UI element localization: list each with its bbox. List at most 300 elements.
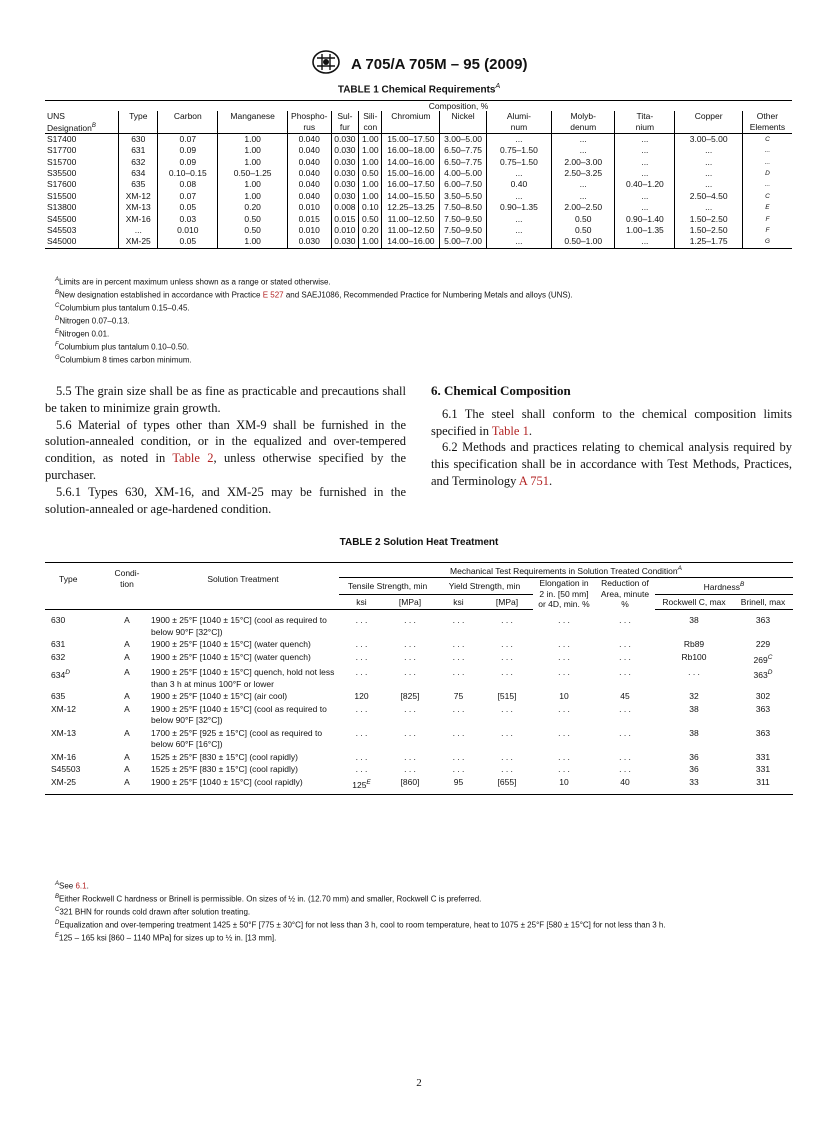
type-cell: XM-12 bbox=[51, 703, 77, 714]
table-cell: 0.10 bbox=[359, 202, 382, 213]
table-cell: 6.50–7.75 bbox=[440, 145, 486, 156]
table-row bbox=[45, 236, 792, 248]
table-cell: 0.040 bbox=[287, 191, 331, 202]
footnote: $^G$Columbium 8 times carbon minimum. bbox=[55, 355, 192, 366]
type-cell: 632 bbox=[51, 651, 66, 662]
table-cell: 0.030 bbox=[331, 191, 359, 202]
page-number: 2 bbox=[416, 1077, 422, 1089]
value-cell: . . . bbox=[688, 667, 700, 678]
table-cell: 0.40 bbox=[486, 179, 551, 190]
table-cell: 0.030 bbox=[287, 236, 331, 248]
table-cell: 0.75–1.50 bbox=[486, 157, 551, 168]
treatment-cell: 1525 ± 25°F [830 ± 15°C] (cool rapidly) bbox=[151, 751, 299, 762]
condition-cell: A bbox=[124, 651, 130, 662]
footnote: $^B$Either Rockwell C hardness or Brinell is permissible. On sizes of ½ in. (12.70 mm) and smaller, Rockwell C is preferred. bbox=[55, 894, 482, 904]
table-cell: S35500 bbox=[47, 168, 77, 179]
composition-label: Composition, % bbox=[359, 101, 675, 112]
value-cell: . . . bbox=[558, 614, 570, 625]
footnote: $^B$New designation established in accordance with Practice E 527 and SAEJ1086, Recommended Practice for Numbering Metals and alloys (UNS). bbox=[55, 290, 573, 300]
condition-cell: A bbox=[124, 727, 130, 738]
brinell-cell: 229 bbox=[755, 639, 771, 650]
table-cell: ... bbox=[742, 179, 792, 190]
table1-caption: TABLE 1 Chemical Requirements$^A$ bbox=[337, 83, 501, 96]
type-cell: $634^D$ bbox=[51, 669, 70, 680]
value-cell: . . . bbox=[558, 639, 570, 650]
value-cell: 45 bbox=[620, 691, 630, 702]
value-cell: 75 bbox=[453, 691, 464, 702]
table-cell: 3.00–5.00 bbox=[440, 133, 486, 145]
table-cell: 0.040 bbox=[287, 133, 331, 145]
value-cell: . . . bbox=[619, 667, 631, 678]
table-cell: 0.08 bbox=[158, 179, 218, 190]
table-cell: 0.010 bbox=[287, 225, 331, 236]
value-cell: 33 bbox=[655, 777, 733, 795]
table-row bbox=[45, 225, 792, 236]
table-row bbox=[45, 652, 793, 667]
para-5-5: 5.5 The grain size shall be as fine as practicable and precautions shall be taken to minimize grain growth. bbox=[45, 384, 406, 415]
table-cell: 1.00 bbox=[218, 145, 288, 156]
table-cell: 12.25–13.25 bbox=[382, 202, 440, 213]
table-cell: S13800 bbox=[47, 202, 77, 213]
document-header bbox=[0, 50, 838, 79]
table-cell: 0.008 bbox=[331, 202, 359, 213]
right-column-text bbox=[431, 383, 792, 490]
table-cell: 7.50–9.50 bbox=[440, 225, 486, 236]
table-cell: 0.040 bbox=[287, 168, 331, 179]
section-6-1-link[interactable]: 6.1 bbox=[75, 881, 87, 891]
table-cell: ... bbox=[675, 202, 742, 213]
table-cell: ... bbox=[552, 191, 615, 202]
table-cell: S45000 bbox=[45, 236, 119, 248]
value-cell: 38 bbox=[689, 615, 699, 626]
treatment-cell: 1900 ± 25°F [1040 ± 15°C] quench, hold not less than 3 h at minus 100°F or lower bbox=[151, 667, 335, 689]
table-cell: 0.50 bbox=[218, 214, 288, 225]
value-cell: . . . bbox=[619, 727, 631, 738]
treatment-cell: 1900 ± 25°F [1040 ± 15°C] (cool as required to below 90°F [32°C]) bbox=[151, 615, 327, 637]
table-row bbox=[45, 214, 792, 225]
value-cell: 36 bbox=[689, 764, 699, 775]
table-cell: 0.015 bbox=[331, 214, 359, 225]
footnote: $^D$Equalization and over-tempering treatment 1425 ± 50°F [775 ± 30°C] for not less than 3 h, cool to room temperature, heat to 1075 ± 25°F [580 ± 15°C] for not less than 3 h. bbox=[55, 920, 666, 930]
table-cell: 0.030 bbox=[331, 168, 359, 179]
treatment-cell: 1900 ± 25°F [1040 ± 15°C] (cool rapidly) bbox=[147, 777, 339, 795]
brinell-cell: 331 bbox=[755, 751, 771, 762]
table-row bbox=[45, 691, 793, 704]
table-cell: ... bbox=[675, 157, 742, 168]
value-cell: . . . bbox=[558, 727, 570, 738]
table-cell: 631 bbox=[119, 145, 158, 156]
brinell-cell: $269^C$ bbox=[753, 653, 773, 665]
astm-logo-icon bbox=[311, 50, 341, 79]
solution-heat-treatment-table: Type Condi- tion Solution Treatment Mechanical Test Requirements in Solution Treated Condition$^A$ Tensile Strength, min Yield Strength, min Elongation in 2 in. [50 mm] or 4D, min. % Reduction of Area, minute % Hardness$^B$ ksi [MPa] ksi [MPa] Rockwell C, max Brinell, max 630 A 1900 ± 25°F [1040 ± 15°C] (cool as required to below 90°F [32°C]) . . . . . . . . . . . . . . . . . . 38 363 631 A 1900 ± 25°F [1040 ± 15°C] (water quench) . . . . . . . . . . . . . . . . . . Rb89 229 632 A 1900 ± 25°F [1040 ± 15°C] (water quench) . . . . . . . . . . . . . . . . . . Rb100 $269^C$ $634^D$ A 1900 ± 25°F [1040 ± 15°C] quench, hold not less than 3 h at minus 100°F or lower . . . . . . . . . . . . . . . . . . . . . $363^D$ 635 A 1900 ± 25°F [1040 ± 15°C] (air cool) 120 [825] 75 [515] 10 45 32 302 XM-12 A 1900 ± 25°F [1040 ± 15°C] (cool as required to below 90°F [32°C]) . . . . . . . . . . . . . . . . . . 38 363 XM-13 A 1700 ± 25°F [925 ± 15°C] (cool as required to below 60°F [16°C]) . . . . . . . . . . . . . . . . . . 38 363 XM-16 A 1525 ± 25°F [830 ± 15°C] (cool rapidly) . . . . . . . . . . . . . . . . . . 36 331 S45503 A 1525 ± 25°F [830 ± 15°C] (cool rapidly) . . . . . . . . . . . . . . . . . . 36 331 XM-25 A 1900 ± 25°F [1040 ± 15°C] (cool rapidly) $125^E$ [860] 95 [655] 10 40 33 311 bbox=[45, 562, 793, 795]
treatment-cell: 1900 ± 25°F [1040 ± 15°C] (air cool) bbox=[151, 691, 288, 702]
value-cell: [515] bbox=[497, 691, 517, 702]
value-cell: 38 bbox=[689, 703, 699, 714]
value-cell: . . . bbox=[501, 639, 513, 650]
table-cell: ... bbox=[119, 225, 158, 236]
table-cell: 0.50–1.00 bbox=[552, 236, 615, 248]
table-cell: 0.50–1.25 bbox=[218, 168, 288, 179]
left-column-text bbox=[45, 383, 406, 517]
tensile-ksi-cell: . . . bbox=[355, 703, 368, 714]
value-cell: . . . bbox=[404, 727, 416, 738]
table-cell: 14.00–16.00 bbox=[382, 157, 440, 168]
value-cell: . . . bbox=[501, 764, 513, 775]
table-cell: ... bbox=[675, 168, 742, 179]
table-cell: ... bbox=[552, 145, 615, 156]
table-cell: 635 bbox=[119, 179, 158, 190]
table-cell: ... bbox=[486, 168, 551, 179]
table-cell: 0.20 bbox=[218, 202, 288, 213]
value-cell: . . . bbox=[404, 651, 416, 662]
value-cell: . . . bbox=[452, 615, 465, 626]
table-cell: 632 bbox=[119, 157, 158, 168]
value-cell: . . . bbox=[619, 751, 631, 762]
table-cell: 0.010 bbox=[287, 202, 331, 213]
condition-cell: A bbox=[124, 639, 130, 650]
table-cell: 2.00–3.00 bbox=[552, 157, 615, 168]
table-cell: ... bbox=[486, 133, 551, 145]
table-cell: 6.00–7.50 bbox=[440, 179, 486, 190]
treatment-cell: 1900 ± 25°F [1040 ± 15°C] (water quench) bbox=[151, 639, 311, 650]
footnote: $^E$Nitrogen 0.01. bbox=[55, 329, 110, 339]
brinell-cell: 311 bbox=[733, 777, 793, 795]
value-cell: 95 bbox=[436, 777, 481, 795]
value-cell: . . . bbox=[404, 639, 416, 650]
value-cell: . . . bbox=[619, 703, 631, 714]
table-cell: E bbox=[742, 202, 792, 213]
value-cell: . . . bbox=[501, 727, 513, 738]
brinell-cell: 302 bbox=[755, 691, 771, 702]
type-cell: XM-16 bbox=[51, 751, 77, 762]
table-cell: 2.50–3.25 bbox=[552, 168, 615, 179]
table-cell: ... bbox=[615, 133, 675, 145]
table-cell: 1.00 bbox=[359, 157, 382, 168]
table-row bbox=[45, 752, 793, 765]
value-cell: Rb100 bbox=[681, 651, 707, 662]
table-cell: 2.50–4.50 bbox=[675, 191, 742, 202]
table-row bbox=[45, 168, 792, 179]
table-cell: ... bbox=[486, 214, 551, 225]
table-cell: ... bbox=[615, 145, 675, 156]
value-cell: . . . bbox=[619, 614, 631, 625]
table-cell: 0.90–1.35 bbox=[486, 202, 551, 213]
footnote: $^A$Limits are in percent maximum unless shown as a range or stated otherwise. bbox=[55, 277, 331, 287]
table-cell: 0.50 bbox=[552, 214, 615, 225]
condition-cell: A bbox=[124, 667, 130, 678]
table-cell: 0.50 bbox=[552, 225, 615, 236]
tensile-ksi-cell: . . . bbox=[355, 751, 368, 762]
value-cell: . . . bbox=[558, 651, 570, 662]
value-cell: . . . bbox=[501, 615, 513, 626]
table-row bbox=[45, 610, 793, 640]
table-row bbox=[45, 133, 792, 145]
table-cell: 14.00–16.00 bbox=[382, 236, 440, 248]
value-cell: 38 bbox=[689, 727, 699, 738]
table-cell: ... bbox=[615, 236, 675, 248]
footnote: $^C$321 BHN for rounds cold drawn after solution treating. bbox=[55, 907, 251, 917]
table-cell: 1.50–2.50 bbox=[675, 214, 742, 225]
value-cell: . . . bbox=[501, 651, 513, 662]
table-cell: 1.00 bbox=[359, 191, 382, 202]
table-row bbox=[45, 777, 793, 795]
value-cell: . . . bbox=[501, 703, 513, 714]
value-cell: . . . bbox=[452, 667, 465, 678]
table-cell: C bbox=[742, 133, 792, 145]
tensile-ksi-cell: . . . bbox=[355, 667, 368, 678]
type-cell: 635 bbox=[51, 691, 66, 702]
value-cell: 10 bbox=[559, 691, 569, 702]
table-row bbox=[45, 764, 793, 777]
treatment-cell: 1525 ± 25°F [830 ± 15°C] (cool rapidly) bbox=[151, 764, 299, 775]
table-cell: 1.00 bbox=[359, 145, 382, 156]
table-cell: 0.07 bbox=[158, 191, 218, 202]
para-5-6-1: 5.6.1 Types 630, XM-16, and XM-25 may be furnished in the solution-annealed or age-hardened condition. bbox=[45, 484, 406, 516]
table-cell: 1.00 bbox=[218, 179, 288, 190]
table-cell: 0.09 bbox=[158, 157, 218, 168]
table-cell: 15.00–16.00 bbox=[382, 168, 440, 179]
table-cell: 1.00 bbox=[218, 157, 288, 168]
value-cell: . . . bbox=[501, 751, 513, 762]
type-cell: XM-13 bbox=[51, 727, 77, 738]
table-cell: 0.030 bbox=[331, 145, 359, 156]
tensile-ksi-cell: . . . bbox=[355, 727, 368, 738]
table-cell: 0.20 bbox=[359, 225, 382, 236]
value-cell: . . . bbox=[404, 764, 416, 775]
value-cell: . . . bbox=[558, 751, 570, 762]
type-cell: 631 bbox=[51, 639, 66, 650]
table-cell: 1.00 bbox=[359, 236, 382, 248]
value-cell: . . . bbox=[619, 639, 631, 650]
treatment-cell: 1900 ± 25°F [1040 ± 15°C] (cool as required to below 90°F [32°C]) bbox=[151, 703, 327, 726]
table-cell: 14.00–15.50 bbox=[382, 191, 440, 202]
value-cell: 40 bbox=[595, 777, 655, 795]
tensile-ksi-cell: . . . bbox=[355, 651, 368, 662]
table2-link[interactable]: Table 2 bbox=[172, 451, 214, 466]
table-cell: 16.00–17.50 bbox=[382, 179, 440, 190]
table-cell: ... bbox=[615, 157, 675, 168]
value-cell: . . . bbox=[558, 703, 570, 714]
value-cell: . . . bbox=[404, 667, 416, 678]
type-cell: 630 bbox=[51, 615, 66, 626]
table-cell: 0.010 bbox=[331, 225, 359, 236]
table-row bbox=[45, 157, 792, 168]
table-cell: 1.50–2.50 bbox=[675, 225, 742, 236]
value-cell: 10 bbox=[533, 777, 595, 795]
table-cell: ... bbox=[615, 202, 675, 213]
table-cell: S15500 bbox=[47, 190, 77, 201]
value-cell: [825] bbox=[400, 691, 420, 702]
value-cell: . . . bbox=[404, 703, 416, 714]
table-cell: 2.00–2.50 bbox=[552, 202, 615, 213]
table-cell: 0.040 bbox=[287, 145, 331, 156]
table-cell: 15.00–17.50 bbox=[382, 133, 440, 145]
treatment-cell: 1900 ± 25°F [1040 ± 15°C] (water quench) bbox=[151, 651, 311, 662]
table-cell: XM-13 bbox=[119, 202, 158, 213]
brinell-cell: $363^D$ bbox=[753, 669, 773, 680]
table-cell: 0.05 bbox=[158, 202, 218, 213]
table-cell: 0.75–1.50 bbox=[486, 145, 551, 156]
para-6-1: 6.1 The steel shall conform to the chemical composition limits specified in Table 1. bbox=[431, 406, 792, 438]
value-cell: . . . bbox=[452, 727, 465, 738]
table-cell: 5.00–7.00 bbox=[440, 236, 486, 248]
table-cell: 0.10–0.15 bbox=[158, 168, 218, 179]
condition-cell: A bbox=[124, 703, 130, 714]
table-cell: S17600 bbox=[47, 179, 77, 190]
value-cell: . . . bbox=[558, 667, 570, 678]
table-cell: 16.00–18.00 bbox=[382, 145, 440, 156]
table-cell: 0.09 bbox=[158, 145, 218, 156]
condition-cell: A bbox=[107, 777, 147, 795]
para-5-6: 5.6 Material of types other than XM-9 shall be furnished in the solution-annealed condition, or in the equalized and over-tempered condition, as noted in Table 2, unless otherwise specified by the purchaser. bbox=[45, 417, 407, 482]
condition-cell: A bbox=[124, 751, 130, 762]
value-cell: . . . bbox=[619, 651, 631, 662]
table-cell: XM-12 bbox=[119, 191, 158, 202]
table-cell: ... bbox=[675, 145, 742, 156]
brinell-cell: 363 bbox=[755, 727, 771, 738]
table-cell: F bbox=[742, 214, 792, 225]
brinell-cell: 363 bbox=[755, 703, 771, 714]
table-cell: ... bbox=[486, 225, 551, 236]
table-row bbox=[45, 145, 792, 156]
table-cell: G bbox=[742, 236, 792, 248]
value-cell: . . . bbox=[404, 751, 416, 762]
table1-link[interactable]: Table 1 bbox=[491, 423, 529, 438]
table-cell: 0.07 bbox=[158, 133, 218, 145]
table-cell: 634 bbox=[119, 168, 158, 179]
table-row bbox=[45, 639, 793, 652]
table-cell: 0.50 bbox=[218, 225, 288, 236]
table-cell: ... bbox=[742, 145, 792, 156]
table-cell: 11.00–12.50 bbox=[382, 225, 440, 236]
table-cell: 1.00 bbox=[359, 179, 382, 190]
table-row bbox=[45, 179, 792, 190]
a751-link[interactable]: A 751 bbox=[518, 473, 549, 488]
tensile-ksi-cell: . . . bbox=[355, 639, 368, 650]
e527-link[interactable]: E 527 bbox=[262, 290, 284, 300]
table-cell: ... bbox=[552, 179, 615, 190]
value-cell: . . . bbox=[619, 764, 631, 775]
table-cell: S17400 bbox=[47, 133, 77, 144]
footnote: $^F$Columbium plus tantalum 0.10–0.50. bbox=[55, 342, 189, 352]
table-row bbox=[45, 667, 793, 691]
table2-footnotes bbox=[45, 879, 797, 944]
table-cell: XM-25 bbox=[119, 236, 158, 248]
value-cell: . . . bbox=[452, 703, 465, 714]
value-cell: [860] bbox=[384, 777, 436, 795]
table-cell: 0.040 bbox=[287, 179, 331, 190]
value-cell: . . . bbox=[501, 667, 513, 678]
treatment-cell: 1700 ± 25°F [925 ± 15°C] (cool as required to below 60°F [16°C]) bbox=[151, 727, 323, 750]
tensile-ksi-cell: . . . bbox=[355, 615, 368, 626]
table-row bbox=[45, 191, 792, 202]
table-cell: 3.50–5.50 bbox=[440, 191, 486, 202]
table-cell: 0.030 bbox=[331, 133, 359, 145]
table-cell: 0.030 bbox=[331, 179, 359, 190]
condition-cell: A bbox=[124, 691, 130, 702]
value-cell: 36 bbox=[689, 751, 699, 762]
value-cell: . . . bbox=[452, 751, 465, 762]
table-cell: 0.05 bbox=[158, 236, 218, 248]
condition-cell: A bbox=[124, 764, 130, 775]
type-cell: S45503 bbox=[51, 764, 81, 775]
table-cell: XM-16 bbox=[119, 214, 158, 225]
table-cell: 0.90–1.40 bbox=[615, 214, 675, 225]
table-cell: 7.50–8.50 bbox=[440, 202, 486, 213]
chemical-requirements-table: Composition, % UNS Type Carbon Manganese Phospho- Sul- Sili- Chromium Nickel Alumi- Molyb- Tita- Copper Other Designation$^B$ rus fur con num denum nium Elements S17400 630 0.07 1.00 0.040 0.030 1.00 15.00–17.50 3.00–5.00 ... ... ... 3.00–5.00 C S17700 631 0.09 1.00 0.040 0.030 1.00 16.00–18.00 6.50–7.75 0.75–1.50 ... ... ... ... S15700 632 0.09 1.00 0.040 0.030 1.00 14.00–16.00 6.50–7.75 0.75–1.50 2.00–3.00 ... ... ... S35500 634 0.10–0.15 0.50–1.25 0.040 0.030 0.50 15.00–16.00 4.00–5.00 ... 2.50–3.25 ... ... D S17600 635 0.08 1.00 0.040 0.030 1.00 16.00–17.50 6.00–7.50 0.40 ... 0.40–1.20 ... ... S15500 XM-12 0.07 1.00 0.040 0.030 1.00 14.00–15.50 3.50–5.50 ... ... ... 2.50–4.50 C S13800 XM-13 0.05 0.20 0.010 0.008 0.10 12.25–13.25 7.50–8.50 0.90–1.35 2.00–2.50 ... ... E S45500 XM-16 0.03 0.50 0.015 0.015 0.50 11.00–12.50 7.50–9.50 ... 0.50 0.90–1.40 1.50–2.50 F S45503 ... 0.010 0.50 0.010 0.010 0.20 11.00–12.50 7.50–9.50 ... 0.50 1.00–1.35 1.50–2.50 F S45000 XM-25 0.05 1.00 0.030 0.030 1.00 14.00–16.00 5.00–7.00 ... 0.50–1.00 ... 1.25–1.75 G bbox=[45, 100, 792, 249]
table-cell: D bbox=[742, 168, 792, 179]
table-cell: S17700 bbox=[47, 145, 77, 156]
table-cell: 7.50–9.50 bbox=[440, 214, 486, 225]
table-cell: 1.00–1.35 bbox=[615, 225, 675, 236]
footnote: $^C$Columbium plus tantalum 0.15–0.45. bbox=[55, 303, 190, 313]
table-row bbox=[45, 728, 793, 752]
table1-footnotes bbox=[55, 275, 573, 366]
type-cell: XM-25 bbox=[45, 777, 107, 795]
footnote: $^A$See 6.1. bbox=[55, 881, 89, 891]
table-cell: 0.50 bbox=[359, 168, 382, 179]
table-cell: 0.030 bbox=[331, 157, 359, 168]
table-cell: F bbox=[742, 225, 792, 236]
para-6-2: 6.2 Methods and practices relating to chemical analysis required by this specification shall be in accordance with Test Methods, Practices, and Terminology A 751. bbox=[431, 440, 792, 488]
table-cell: S45500 bbox=[47, 213, 77, 224]
table-cell: 0.03 bbox=[158, 214, 218, 225]
table-cell: S15700 bbox=[47, 156, 77, 167]
table-cell: 0.40–1.20 bbox=[615, 179, 675, 190]
table-cell: S45503 bbox=[47, 225, 77, 236]
table-row bbox=[45, 704, 793, 728]
table-cell: 0.015 bbox=[287, 214, 331, 225]
table-cell: ... bbox=[675, 179, 742, 190]
document-title: A 705/A 705M – 95 (2009) bbox=[350, 56, 528, 73]
brinell-cell: 363 bbox=[755, 615, 771, 626]
table-cell: 0.030 bbox=[331, 236, 359, 248]
table-cell: 1.00 bbox=[359, 133, 382, 145]
value-cell: . . . bbox=[452, 651, 465, 662]
table-cell: 0.040 bbox=[287, 157, 331, 168]
table-cell: ... bbox=[742, 157, 792, 168]
tensile-ksi-cell: 120 bbox=[354, 691, 369, 702]
table-cell: 1.25–1.75 bbox=[675, 236, 742, 248]
value-cell: [655] bbox=[481, 777, 533, 795]
table-cell: C bbox=[742, 191, 792, 202]
brinell-cell: 331 bbox=[755, 764, 771, 775]
section-6-heading: 6. Chemical Composition bbox=[431, 383, 571, 398]
table-cell: 1.00 bbox=[218, 236, 288, 248]
table-cell: 1.00 bbox=[218, 191, 288, 202]
value-cell: Rb89 bbox=[683, 639, 705, 650]
table-cell: ... bbox=[486, 236, 551, 248]
value-cell: 32 bbox=[689, 691, 699, 702]
table2-caption: TABLE 2 Solution Heat Treatment bbox=[339, 537, 499, 548]
value-cell: . . . bbox=[404, 615, 416, 626]
table-cell: 6.50–7.75 bbox=[440, 157, 486, 168]
value-cell: . . . bbox=[452, 764, 465, 775]
condition-cell: A bbox=[124, 615, 130, 626]
footnote: $^E$125 – 165 ksi [860 – 1140 MPa] for sizes up to ½ in. [13 mm]. bbox=[55, 933, 277, 943]
table-cell: 3.00–5.00 bbox=[675, 133, 742, 145]
table-cell: ... bbox=[486, 191, 551, 202]
table-cell: 11.00–12.50 bbox=[382, 214, 440, 225]
value-cell: . . . bbox=[452, 639, 465, 650]
tensile-ksi-cell: $125^E$ bbox=[339, 777, 384, 795]
table-cell: ... bbox=[552, 133, 615, 145]
table-cell: 630 bbox=[119, 133, 158, 145]
table-cell: 1.00 bbox=[218, 133, 288, 145]
value-cell: . . . bbox=[558, 764, 570, 775]
table-cell: 0.010 bbox=[158, 225, 218, 236]
table-cell: ... bbox=[615, 191, 675, 202]
